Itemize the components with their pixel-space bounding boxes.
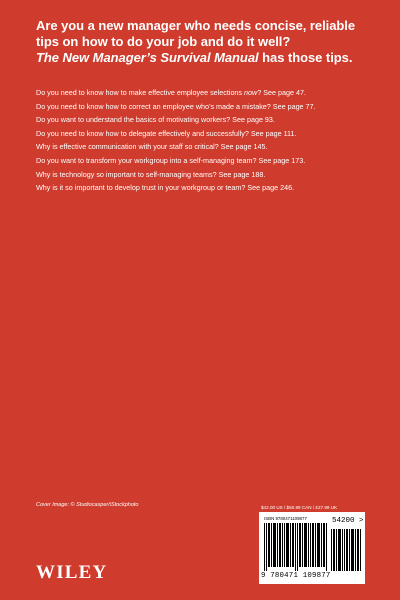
headline-line-1: Are you a new manager who needs concise, reliable <box>36 18 356 33</box>
cover-image-credit: Cover Image: © Studiocasper/iStockphoto <box>36 502 139 508</box>
barcode-box <box>259 512 365 584</box>
tip-text: Do you want to understand the basics of motivating workers? See page 93. <box>36 115 275 125</box>
tip-item <box>36 100 376 114</box>
isbn-label: ISBN 9780471109877 <box>264 516 307 521</box>
tip-item <box>36 154 376 168</box>
tip-item <box>36 181 376 195</box>
price-line: $42.00 US / $50.99 CAN / £27.99 UK <box>261 505 338 510</box>
headline-line-2: tips on how to do your job and do it well? <box>36 34 291 49</box>
tip-item <box>36 168 376 182</box>
tip-emphasis: now <box>244 88 258 97</box>
tip-text: Why is technology so important to self-managing teams? See page 188. <box>36 169 266 179</box>
headline <box>36 18 381 66</box>
ean-digits: 9 780471 109877 <box>261 572 331 580</box>
tip-text-end: ? See page 47. <box>257 88 306 97</box>
tip-item <box>36 113 376 127</box>
tip-list <box>36 86 376 195</box>
tip-text: Do you want to transform your workgroup into a self-managing team? See page 173. <box>36 155 306 165</box>
price-code-bars <box>331 529 361 571</box>
publisher-logo: WILEY <box>36 562 108 583</box>
tip-text: Do you need to know how to delegate effectively and successfully? See page 111. <box>36 128 297 138</box>
tip-text: Why is effective communication with your staff so critical? See page 145. <box>36 142 268 152</box>
tip-text: Why is it so important to develop trust in your workgroup or team? See page 246. <box>36 183 295 193</box>
ean-barcode-bars <box>264 523 328 571</box>
tip-text: Do you need to know how to correct an employee who’s made a mistake? See page 77. <box>36 101 316 111</box>
price-code-label: 54200 > <box>332 517 364 525</box>
tip-item <box>36 127 376 141</box>
book-title: The New Manager’s Survival Manual <box>36 50 259 65</box>
tip-item <box>36 140 376 154</box>
tip-text: Do you need to know how to make effective employee selections <box>36 88 245 97</box>
headline-line-3-rest: has those tips. <box>258 50 353 65</box>
headline-line-3 <box>36 50 381 66</box>
tip-item <box>36 86 376 100</box>
